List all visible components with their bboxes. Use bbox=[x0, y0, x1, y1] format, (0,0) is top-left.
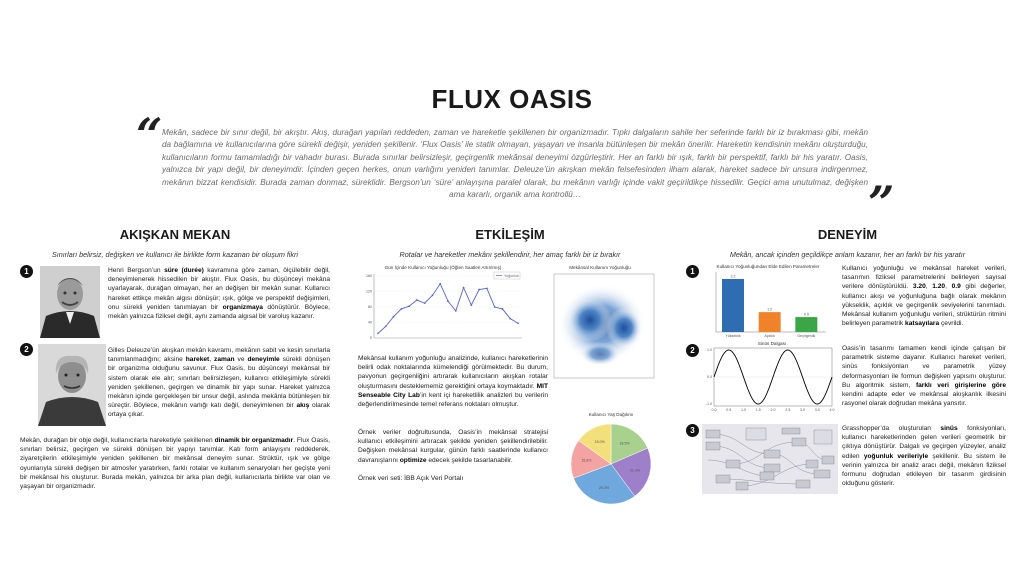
sine-wave-chart bbox=[702, 338, 836, 416]
bullet-number: 1 bbox=[686, 265, 699, 278]
data-point bbox=[377, 332, 379, 334]
age-pie-chart bbox=[556, 408, 666, 508]
bar-category-label: Açıklık bbox=[764, 334, 775, 338]
data-point bbox=[478, 289, 480, 291]
y-tick-label: 1.0 bbox=[707, 348, 712, 353]
section-subtitle-akiskan-mekan: Sınırları belirsiz, değişken ve kullanıcı ile birlikte form kazanan bir oluşum fikri bbox=[51, 250, 299, 259]
parameter-bar-chart bbox=[702, 262, 832, 342]
x-tick-label: 3.0 bbox=[800, 408, 805, 412]
data-point bbox=[509, 318, 511, 320]
bar-value-label: 3.2 bbox=[730, 274, 736, 279]
section-title-akiskan-mekan: AKIŞKAN MEKAN bbox=[119, 227, 231, 242]
parametric-system-paragraph: Oasis’in tasarımı tamamen kendi içinde çalışan bir parametrik sisteme dayanır. Kullanıcı hareket verileri, sinüs fonksiyonları ve parametrik yüzey deformasyonları ile formun değişken yapısını oluşturur. Bu algoritmik sistem, farklı veri girişlerine göre kendini adapte eder ve mekânsal akışkanlık ilkesini rasyonel olarak doğrudan mekâna yansıtır. bbox=[842, 345, 1006, 408]
x-tick-label: 3.5 bbox=[814, 408, 820, 412]
y-tick-label: 0 bbox=[370, 336, 372, 341]
density-line-chart bbox=[358, 262, 528, 348]
y-tick-label: 80 bbox=[368, 305, 372, 310]
section-subtitle-etkilesim: Rotalar ve hareketler mekânı şekillendirir, her amaç farklı bir iz bırakır bbox=[399, 250, 621, 259]
data-point bbox=[463, 287, 465, 289]
x-tick-label: 0.5 bbox=[726, 408, 732, 412]
bar-chart-title: Kullanıcı Yoğunluğundan Elde Edilen Parametreler bbox=[716, 264, 820, 269]
data-point bbox=[416, 299, 418, 301]
x-tick-label: 2.0 bbox=[770, 408, 776, 412]
bar-category-label: Yükseklik bbox=[725, 334, 741, 338]
data-point bbox=[393, 316, 395, 318]
pie-slice-label: 21.4% bbox=[629, 468, 641, 473]
deleuze-paragraph: Gilles Deleuze’ün akışkan mekân kavramı, mekânın sabit ve kesin sınırlarla tanımlanmadığını; aksine hareket, zaman ve deneyimle sürekli dönüşen bir organizma olduğunu savunur. Flux Oasis, bu düşünceyi mekânsal bir sistem olarak ele alır; sınırları belirsizleşen, kullanıcı etkileşimiyle sürekli yeniden şekillenen, geçirgen ve dinamik bir yapı sunar. Hareket yalnızca mekânın içinde gerçekleşen bir unsur değil, aslında mekânla bütünleşen bir süreçtir. Böylece, mekânın varlığı katı değil, deneyimlenen bir akış olarak ortaya çıkar. bbox=[108, 347, 330, 419]
chart-title: Gün İçinde Kullanıcı Yoğunluğu (Öğlen Saatleri Artırılmış) bbox=[384, 265, 502, 270]
heatmap-chart bbox=[540, 262, 660, 386]
x-tick-label: 0.0 bbox=[711, 408, 717, 412]
density-line-chart-svg bbox=[358, 262, 528, 348]
data-point bbox=[432, 294, 434, 296]
data-point bbox=[447, 300, 449, 302]
bar-value-label: 0.9 bbox=[803, 312, 809, 317]
bullet-number: 2 bbox=[20, 343, 33, 356]
heatmap-density-blob bbox=[568, 298, 612, 342]
bar bbox=[722, 279, 744, 332]
bergson-portrait bbox=[40, 266, 100, 338]
x-tick-label: 4.0 bbox=[829, 408, 835, 412]
bar-category-label: Geçirgenlik bbox=[797, 334, 816, 338]
y-tick-label: -1.0 bbox=[705, 402, 712, 407]
interaction-paragraph-1: Mekânsal kullanım yoğunluğu analizinde, kullanıcı hareketlerinin belirli odak noktalarında kümelendiği görülmektedir. Bu durum, pavyonun geçirgenliğini artırarak kullanıcıların akışkan rotalar oluşturmasını desteklememiz gerektiğini ortaya koymaktadır. MIT Senseable City Lab’in kent içi hareketlilik analizleri bu verilerin değerlendirilmesinde temel referans noktaları olmuştur. bbox=[358, 355, 549, 409]
data-point bbox=[400, 308, 402, 310]
x-tick-label: 2.5 bbox=[785, 408, 791, 412]
bullet-number: 1 bbox=[20, 265, 33, 278]
pie-title: Kullanıcı Yaş Dağılımı bbox=[588, 412, 634, 417]
data-source-note: Örnek veri seti: İBB Açık Veri Portalı bbox=[358, 475, 464, 482]
y-tick-label: 160 bbox=[366, 274, 372, 279]
sine-title: Sinüs Dalgası bbox=[757, 341, 787, 346]
heatmap-title: Mekânsal Kullanım Yoğunluğu bbox=[569, 265, 631, 270]
section-title-etkilesim: ETKİLEŞİM bbox=[475, 227, 545, 242]
y-tick-label: 120 bbox=[366, 289, 372, 294]
grasshopper-definition-image bbox=[702, 424, 838, 494]
bar-value-label: 1.2 bbox=[767, 307, 773, 312]
data-point bbox=[502, 308, 504, 310]
data-point bbox=[494, 306, 496, 308]
x-tick-label: 1.5 bbox=[755, 408, 761, 412]
density-series-line bbox=[378, 284, 518, 334]
parameters-paragraph: Kullanıcı yoğunluğu ve mekânsal hareket verileri, tasarımın fiziksel parametrelerini belirleyen sayısal verilere dönüştürüldü. 3.20, 1.20, 0.9 gibi değerler, kullanıcı akışı ve yoğunluğuna bağlı olarak mekânın yükseklik, açıklık ve geçirgenlik seviyelerini tanımladı. Mekânsal kullanım yoğunluğu verileri, strüktürün ritmini belirleyen parametrik katsayılara çevrildi. bbox=[842, 265, 1007, 328]
data-point bbox=[408, 305, 410, 307]
interaction-paragraph-2: Örnek veriler doğrultusunda, Oasis’in mekânsal stratejisi kullanıcı etkileşimini artıracak şekilde yeniden şekillendirilebilir. Değişken mekânsal kurgular, günün farklı saatlerinde kullanıcı davranışlarını optimize edecek şekilde tasarlanabilir. bbox=[358, 429, 548, 464]
bullet-number: 3 bbox=[686, 424, 699, 437]
summary-paragraph: Mekân, durağan bir obje değil, kullanıcılarla hareketiyle şekillenen dinamik bir organizmadır. Flux Oasis, sınırları belirsiz, geçirgen ve sürekli dönüşen bir yapıyı tanımlar. Katı form anlayışını reddederek, ziyaretçilerin etkileşimiyle yeniden şekillenen bir mekânsal deneyim sunar. Strüktür, ışık ve gölge oyunlarıyla sürekli değişen bir atmosfer yaratırken, farklı rotalar ve kullanım senaryoları her geçişte yeni bir mekânsal his oluşturur. Burada mekân, yalnızca bir arka plan değil, kullanıcılarla birlikte var olan ve yaşayan bir organizmadır. bbox=[20, 437, 330, 491]
bullet-number: 2 bbox=[686, 344, 699, 357]
pie-slice-label: 29.3% bbox=[598, 485, 610, 490]
intro-quote: Mekân, sadece bir sınır değil, bir akıştır. Akış, durağan yapılan reddeden, zaman ve hareketle şekillenen bir organizmadır. Tıpkı dalgaların sahile her seferinde farklı bir iz bırakması gibi, mekân da bağlamına ve kullanıcılarına göre sürekli değişir, yeniden şekillenir. ‘Flux Oasis’ ile statik olmayan, yaşayan ve insanla bütünleşen bir mekân önerilir. Hareketin kendisinin mekânı oluşturduğu, kullanıcıların formu tamamladığı bir vahadır burası. Burada sınırlar belirsizleşir, geçirgenlik mekânsal deneyimi özgürleştirir. Her an farklı bir ışık, farklı bir perspektif, farklı bir his yaratır. Oasis, yalnızca bir yapı değil, bir deneyimdir. İçinden geçen herkes, onun varlığını yeniden tanımlar. Deleuze’ün akışkan mekân felsefesinden ilham alarak, hareket sadece bir unsura indirgenmez, mekânın bizzat kendisidir. Burada zaman donmaz, süreklidir. Bergson’un ‘süre’ anlayışına paralel olarak, bu mekânın varlığı içinde vakit geçirildikçe hissedilir. Geçici ama unutulmaz, değişken ama kararlı, organik ama kontrollü… bbox=[162, 128, 868, 200]
x-tick-label: 1.0 bbox=[741, 408, 746, 412]
data-point bbox=[385, 325, 387, 327]
data-point bbox=[517, 322, 519, 324]
pie-slice-label: 18.5% bbox=[619, 441, 630, 446]
section-subtitle-deneyim: Mekân, ancak içinden geçildikçe anlam kazanır, her an farklı bir his yaratır bbox=[729, 250, 966, 259]
close-quote-mark: ” bbox=[868, 176, 895, 230]
grasshopper-paragraph: Grasshopper’da oluşturulan sinüs fonksiyonları, kullanıcı hareketlerinden gelen verileri geometrik bir çıktıya dönüştürür. Dalgalı ve geçirgen yüzeyler, analiz edilen yoğunluk verileriyle şekillenir. Bu sistem ile verinin yalnızca bir analiz aracı değil, mekânın fiziksel formunu doğrudan etkileyen bir tasarım girdisinin olduğunu gösterir. bbox=[842, 425, 1006, 488]
data-point bbox=[486, 288, 488, 290]
bergson-paragraph: Henri Bergson’un süre (durée) kavramına göre zaman, ölçülebilir değil, deneyimlenerek hissedilen bir akıştır. Flux Oasis, bu düşünceyi mekâna uyarlayarak, durağan olmayan, her an değişen bir mekân sunar. Kullanıcı hareket ettikçe mekân algısı dönüşür; ışık, gölge ve perspektif değişimleri, onu sürekli yeniden tanımlayan bir organizmaya dönüştürür. Böylece, mekân yalnızca fiziksel değil, aynı zamanda algısal bir varoluş kazanır. bbox=[108, 267, 331, 321]
section-title-deneyim: DENEYİM bbox=[817, 227, 878, 242]
pie-slice-label: 15.8% bbox=[581, 458, 592, 463]
data-point bbox=[439, 283, 441, 285]
bar bbox=[759, 312, 781, 332]
data-point bbox=[455, 310, 457, 312]
pie-slice-label: 15.0% bbox=[594, 439, 605, 444]
data-point bbox=[470, 304, 472, 306]
y-tick-label: 0.0 bbox=[707, 375, 712, 380]
page-title: FLUX OASIS bbox=[431, 84, 593, 114]
legend-label: Yoğunluk bbox=[504, 274, 519, 278]
y-tick-label: 40 bbox=[368, 320, 372, 325]
deleuze-portrait bbox=[38, 344, 106, 426]
bar bbox=[795, 317, 817, 332]
open-quote-mark: “ bbox=[136, 108, 163, 162]
data-point bbox=[424, 302, 426, 304]
heatmap-density-blob bbox=[580, 342, 620, 366]
heatmap-density-blob bbox=[606, 308, 642, 348]
